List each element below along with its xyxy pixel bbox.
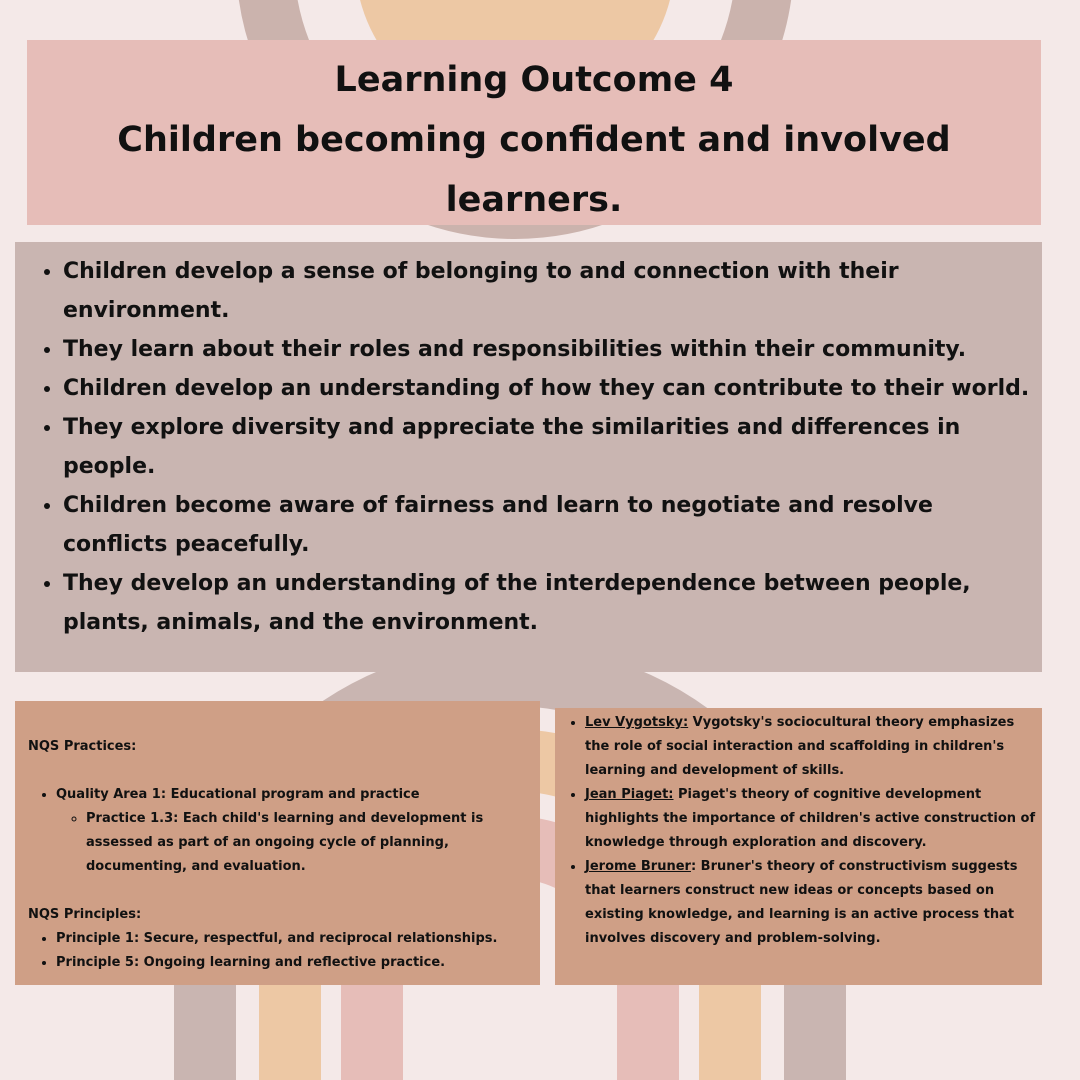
theorist-name: Jerome Bruner [585, 859, 691, 874]
principle-item: • Principle 5: Ongoing learning and reflective practice. [56, 951, 530, 975]
outcome-point: • Children become aware of fairness and learn to negotiate and resolve conflicts peacefully. [63, 486, 1030, 564]
theorist-text: : Bruner's theory of constructivism suggests that learners construct new ideas or concepts based on existing knowledge, and learning is an active process that involves discovery and problem-solving. [585, 859, 1018, 946]
theorist-name: Lev Vygotsky: [585, 715, 689, 730]
outcome-point: • They learn about their roles and responsibilities within their community. [63, 330, 1030, 369]
nqs-practices-heading: NQS Practices: [28, 739, 137, 754]
theorist-name: Jean Piaget: [585, 787, 674, 802]
quality-area-item [56, 783, 530, 879]
theorists-list [555, 711, 1042, 951]
principle-item: • Principle 1: Secure, respectful, and reciprocal relationships. [56, 927, 530, 951]
outcome-point: • Children develop an understanding of how they can contribute to their world. [63, 369, 1030, 408]
theorist-text: Vygotsky's sociocultural theory emphasizes the role of social interaction and scaffolding in children's learning and development of skills. [585, 715, 1015, 778]
nqs-practices-list [28, 783, 530, 879]
quality-area-text: Quality Area 1: Educational program and practice [56, 787, 420, 802]
nqs-principles-list [28, 927, 530, 975]
outcome-point: • They develop an understanding of the interdependence between people, plants, animals, and the environment. [63, 564, 1030, 642]
theorist-text: Piaget's theory of cognitive development highlights the importance of children's active construction of knowledge through exploration and discovery. [585, 787, 1036, 850]
theorists-panel [555, 708, 1042, 985]
title-line-3: learners. [445, 180, 623, 220]
nqs-panel [15, 701, 540, 985]
outcome-point: • Children develop a sense of belonging to and connection with their environment. [63, 252, 1030, 330]
theorist-item [585, 711, 1042, 783]
practice-item: ◦ Practice 1.3: Each child's learning and development is assessed as part of an ongoing cycle of planning, documenting, and evaluation. [86, 807, 530, 879]
outcome-point: • They explore diversity and appreciate the similarities and differences in people. [63, 408, 1030, 486]
theorist-item [585, 783, 1042, 855]
title-line-2: Children becoming confident and involved [117, 120, 951, 160]
nqs-principles-heading: NQS Principles: [28, 907, 142, 922]
theorist-item [585, 855, 1042, 951]
outcome-points-list [35, 252, 1030, 642]
outcome-points-panel [15, 242, 1042, 672]
title-banner [27, 40, 1041, 225]
title-line-1: Learning Outcome 4 [334, 60, 734, 100]
